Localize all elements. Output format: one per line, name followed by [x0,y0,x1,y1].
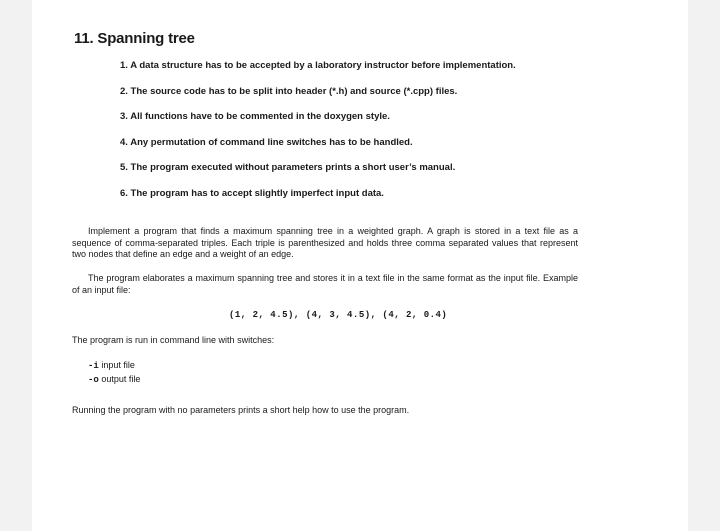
switches-list [88,359,140,387]
example-input: (1, 2, 4.5), (4, 3, 4.5), (4, 2, 0.4) [229,310,448,320]
document-page [32,0,688,531]
run-instructions: The program is run in command line with switches: [72,335,275,345]
description-paragraph: Implement a program that finds a maximum spanning tree in a weighted graph. A graph is stored in a text file as a sequence of comma-separated triples. Each triple is parenthesized and holds three comma separated values that represent two nodes that define an edge and a weight of an edge. [72,226,578,260]
switch-flag: -i [88,361,99,371]
switch-description: input file [101,360,135,370]
output-paragraph: The program elaborates a maximum spanning tree and stores it in a text file in the same format as the input file. Example of an input file: [72,273,578,295]
requirement-item: 2. The source code has to be split into header (*.h) and source (*.cpp) files. [120,85,458,97]
requirement-item: 5. The program executed without parameters prints a short user’s manual. [120,162,456,173]
requirement-item: 4. Any permutation of command line switches has to be handled. [120,136,413,148]
switch-flag: -o [88,375,99,385]
requirements-list [120,58,516,211]
requirement-item: 1. A data structure has to be accepted by a laboratory instructor before implementation. [120,60,516,71]
switch-output [88,373,140,387]
help-note: Running the program with no parameters prints a short help how to use the program. [72,405,410,415]
switch-description: output file [101,374,141,384]
requirement-item: 3. All functions have to be commented in the doxygen style. [120,111,390,122]
switch-input [88,359,140,373]
section-title: 11. Spanning tree [74,30,195,47]
requirement-item: 6. The program has to accept slightly imperfect input data. [120,187,384,199]
